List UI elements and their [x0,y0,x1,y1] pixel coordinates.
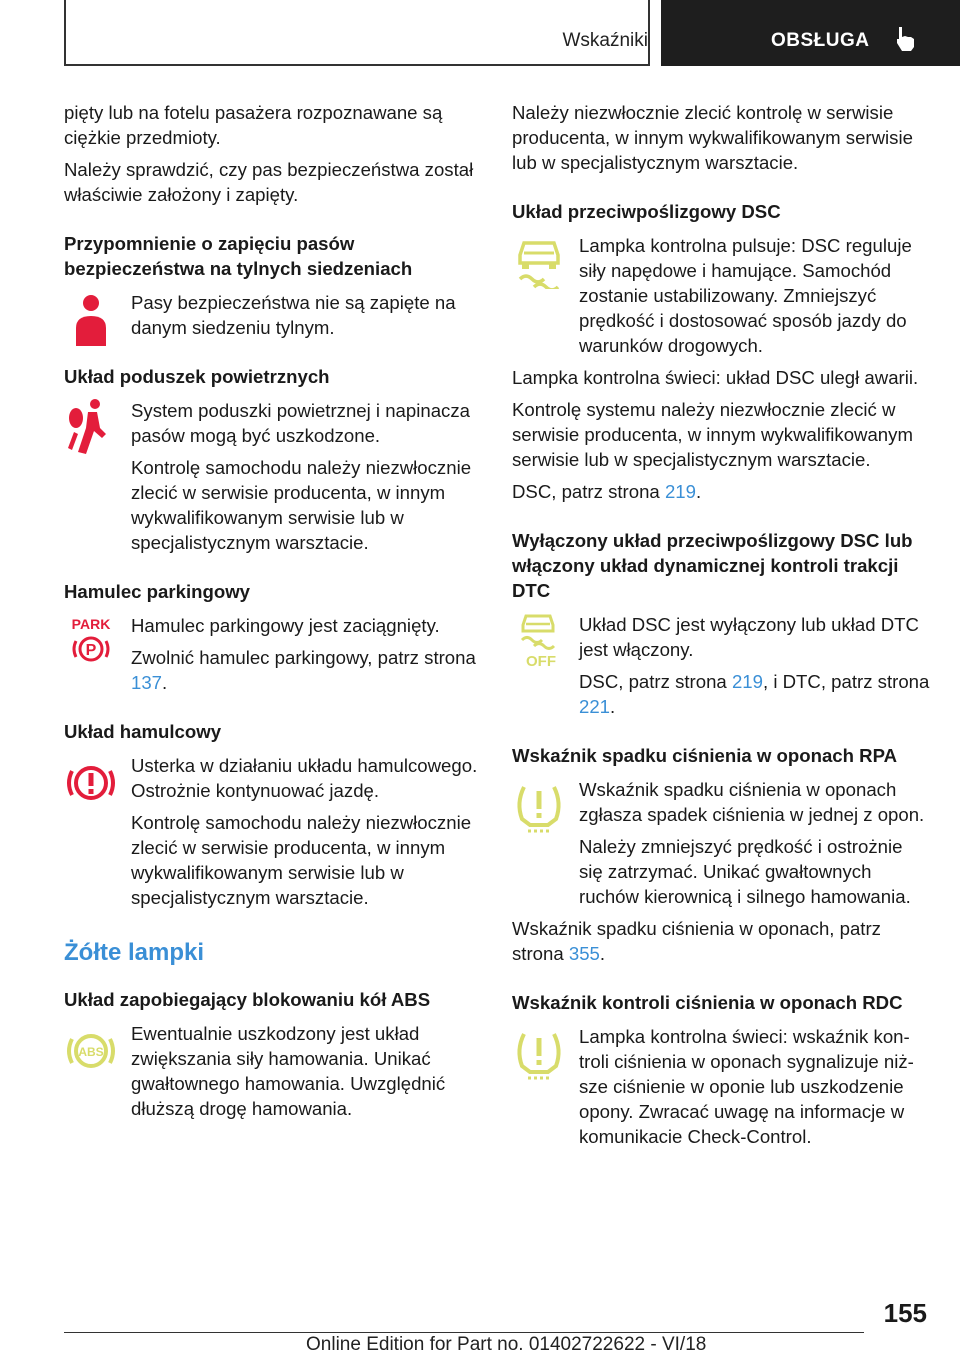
heading-parking-brake: Hamulec parkingowy [64,581,250,602]
indicator-brake [64,753,482,803]
indicator-belt [64,290,482,340]
page-link-137[interactable]: 137 [131,672,163,693]
heading-rpa: Wskaźnik spadku ciśnienia w oponach RPA [512,745,898,766]
indicator-airbag [64,398,482,448]
ref-text: Zwolnić hamulec parkingowy, patrz strona [131,647,476,668]
tire-pressure-icon [512,777,566,833]
paragraph: Kontrolę samochodu należy niezwłocznie zlecić w serwisie producenta, w innym wykwalifikowanym serwisie lub w specjalistycznym warsztacie. [131,457,472,553]
paragraph: Kontrolę samochodu należy niezwłocznie zlecić w serwisie producenta, w innym wykwalifikowanym serwisie lub w specjalistycznym warsztacie. [131,812,472,908]
indicator-dsc-off [512,612,930,719]
page-link-355[interactable]: 355 [568,943,600,964]
dsc-off-icon [512,612,566,668]
rear-seatbelt-icon [64,290,118,346]
indicator-text: Wskaźnik spadku ciśnienia w oponach zgłasza spadek ciśnienia w jednej z opon. [579,779,925,825]
indicator-text: Lampka kontrolna pulsuje: DSC reguluje siły napędowe i hamujące. Samochód zostanie ustabilizowany. Zmniejszyć prędkość i dostosować sposób jazdy do warunków drogowych. [579,235,912,356]
indicator-text: Zwolnić hamulec parkingowy, patrz strona 137. [131,647,476,693]
chapter-title: OBSŁUGA [771,30,870,51]
indicator-parking-brake [64,613,482,695]
airbag-icon [64,398,118,454]
paragraph: Lampka kontrolna świeci: układ DSC uległ awarii. [512,367,919,388]
page-header [64,0,960,66]
paragraph: Kontrolę systemu należy niezwłocznie zlecić w serwisie producenta, w innym wykwalifikowanym serwisie lub w specjalistycznym warsztacie. [512,399,913,470]
heading-dsc: Układ przeciwpoślizgowy DSC [512,201,781,222]
page-link-219[interactable]: 219 [664,481,696,502]
paragraph: Należy niezwłocznie zlecić kontrolę w serwisie producenta, w innym wykwalifikowanym serwisie lub w specjalistycznym warsztacie. [512,102,913,173]
brake-warning-icon [64,753,118,809]
paragraph: pięty lub na fotelu pasażera rozpoznawane są ciężkie przedmioty. [64,102,443,148]
indicator-dsc [512,233,930,358]
heading-brake-system: Układ hamulcowy [64,721,222,742]
off-icon-label: OFF [526,653,556,668]
right-column [512,100,930,1156]
footer-divider [64,1332,864,1333]
pointing-hand-icon [893,25,919,53]
indicator-text: Ewentualnie uszkodzony jest układ zwiększania siły hamowania. Unikać gwałtownego hamowania. Uwzględnić dłuższą drogę hamowania. [131,1023,446,1119]
page-link-219[interactable]: 219 [731,671,763,692]
heading-airbag: Układ poduszek powietrznych [64,366,330,387]
heading-abs: Układ zapobiegający blokowaniu kół ABS [64,989,431,1010]
indicator-rdc [512,1024,930,1149]
ref-text: , i DTC, patrz strona [762,671,930,692]
paragraph: DSC, patrz strona 219. [512,481,702,502]
heading-rdc: Wskaźnik kontroli ciśnienia w oponach RDC [512,992,903,1013]
abs-icon-label: ABS [78,1045,104,1059]
ref-text: DSC, patrz strona [579,671,727,692]
indicator-text: Usterka w działaniu układu hamulcowego. Ostrożnie kontynuować jazdę. [131,755,478,801]
park-icon-letter: P [85,642,97,659]
indicator-text: Układ DSC jest wyłączony lub układ DTC jest włączony. [579,614,919,660]
park-brake-icon [64,613,118,669]
indicator-text: Hamulec parkingowy jest zaciągnięty. [131,615,440,636]
paragraph: Wskaźnik spadku ciśnienia w oponach, patrz strona 355. [512,918,881,964]
ref-text: DSC, patrz strona [512,481,660,502]
page-number: 155 [883,1298,927,1328]
paragraph: Należy zmniejszyć prędkość i ostrożnie się zatrzymać. Unikać gwałtownych ruchów kierownicą i silnego hamowania. [579,836,911,907]
indicator-abs [64,1021,482,1121]
park-icon-label: PARK [71,616,111,632]
chapter-tab [661,0,960,66]
section-title: Wskaźniki [562,30,648,51]
indicator-text: System poduszki powietrznej i napinacza pasów mogą być uszkodzone. [131,400,470,446]
edition-note: Online Edition for Part no. 01402722622 - VI/18 [306,1334,707,1355]
abs-icon [64,1021,118,1077]
left-column [64,100,482,1128]
dsc-icon [512,233,566,289]
ref-text: Wskaźnik spadku ciśnienia w oponach, patrz strona [512,918,881,964]
indicator-text: Pasy bezpieczeństwa nie są zapięte na danym siedzeniu tylnym. [131,292,456,338]
heading-yellow-lamps: Żółte lampki [64,939,205,966]
indicator-text: DSC, patrz strona 219, i DTC, patrz strona 221. [579,671,930,717]
heading-dsc-off: Wyłączony układ przeciwpoślizgowy DSC lub włączony układ dynamicznej kontroli trakcji DTC [512,530,913,601]
tire-pressure-icon [512,1024,566,1080]
page-link-221[interactable]: 221 [579,696,611,717]
indicator-text: Lampka kontrolna świeci: wskaźnik kontroli ciśnienia w oponach sygnalizuje niższe ciśnienie w oponie lub uszkodzenie opony. Zwracać uwagę na informacje w komunikacie Check-Control. [579,1026,914,1147]
indicator-rpa [512,777,930,827]
paragraph: Należy sprawdzić, czy pas bezpieczeństwa został właściwie założony i zapięty. [64,159,474,205]
heading-belt-reminder: Przypomnienie o zapięciu pasów bezpieczeństwa na tylnych siedzeniach [64,233,413,279]
